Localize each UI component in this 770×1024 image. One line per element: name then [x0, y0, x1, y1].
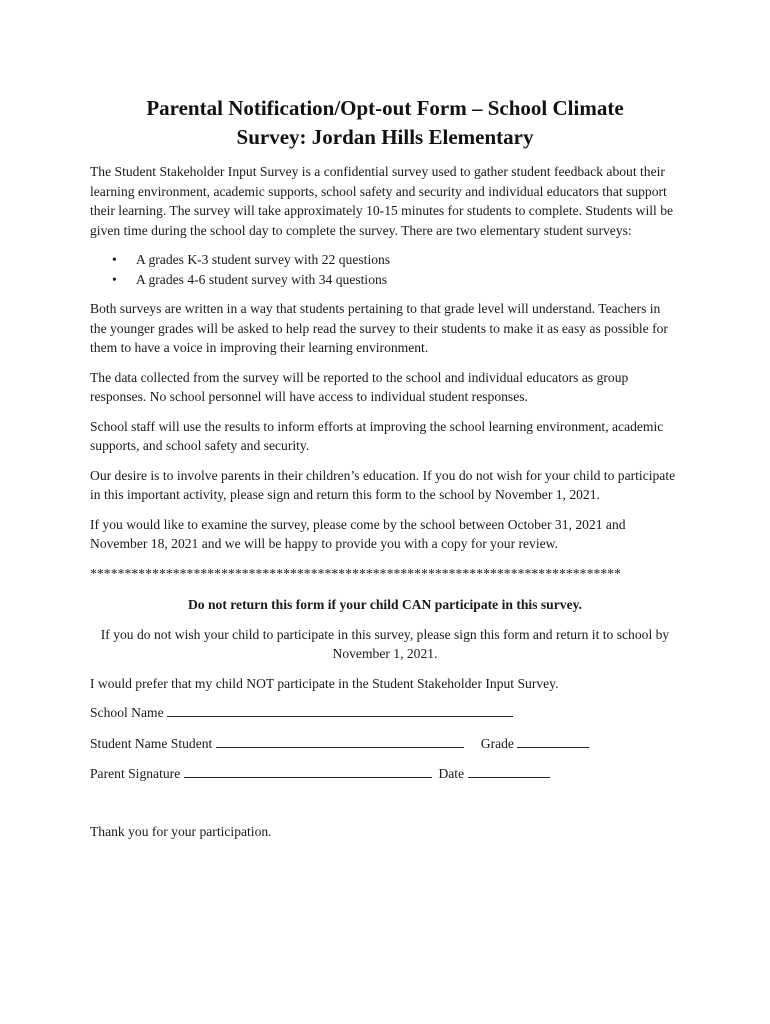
prefer-statement: I would prefer that my child NOT participate in the Student Stakeholder Input Survey.	[90, 675, 559, 691]
school-name-row	[90, 703, 680, 723]
separator-line: *****************************************************************************	[90, 565, 622, 581]
student-name-row	[90, 734, 680, 754]
parent-signature-label: Parent Signature	[90, 766, 181, 781]
examine-paragraph: If you would like to examine the survey, please come by the school between October 31, 2021 and November 18, 2021 and we will be happy to provide you with a copy for your review.	[90, 516, 626, 551]
list-item-text: A grades K-3 student survey with 22 questions	[136, 252, 391, 267]
page-title: Parental Notification/Opt-out Form – School Climate Survey: Jordan Hills Elementary	[146, 96, 624, 149]
grade-label: Grade	[480, 735, 514, 751]
student-name-label: Student Name Student	[90, 735, 213, 751]
date-field[interactable]	[468, 764, 550, 778]
survey-list	[90, 250, 680, 289]
list-item	[90, 270, 680, 290]
desire-paragraph: Our desire is to involve parents in their children’s education. If you do not wish for your child to participate in this important activity, please sign and return this form to the school by November 1, 2021.	[90, 467, 676, 502]
opt-out-instructions: If you do not wish your child to participate in this survey, please sign this form and return it to school by November 1, 2021.	[100, 626, 670, 661]
staff-paragraph: School staff will use the results to inform efforts at improving the school learning environment, academic supports, and school safety and security.	[90, 418, 664, 453]
grade-field[interactable]	[517, 734, 589, 748]
data-paragraph: The data collected from the survey will be reported to the school and individual educators as group responses. No school personnel will have access to individual student responses.	[90, 369, 629, 404]
list-item	[90, 250, 680, 270]
do-not-return-notice: Do not return this form if your child CAN participate in this survey.	[187, 597, 583, 612]
school-name-label: School Name	[90, 705, 164, 720]
student-name-field[interactable]	[216, 734, 464, 748]
parent-signature-row	[90, 764, 680, 784]
thanks-text: Thank you for your participation.	[90, 823, 272, 839]
school-name-field[interactable]	[167, 703, 513, 717]
intro-paragraph: The Student Stakeholder Input Survey is a confidential survey used to gather student feedback about their learning environment, academic supports, school safety and security and individual educators that support their learning. The survey will take approximately 10-15 minutes for students to complete. Students will be given time during the school day to complete the survey. There are two elementary student surveys:	[90, 164, 674, 238]
date-label: Date	[438, 766, 465, 781]
list-item-text: A grades 4-6 student survey with 34 questions	[136, 271, 388, 287]
parent-signature-field[interactable]	[184, 764, 432, 778]
written-paragraph: Both surveys are written in a way that students pertaining to that grade level will understand. Teachers in the younger grades will be asked to help read the survey to their students to make it as easy as possible for them to have a voice in improving their learning environment.	[90, 301, 668, 355]
bullet-icon: •	[112, 252, 117, 267]
bullet-icon: •	[112, 271, 117, 287]
document-page	[90, 94, 680, 851]
